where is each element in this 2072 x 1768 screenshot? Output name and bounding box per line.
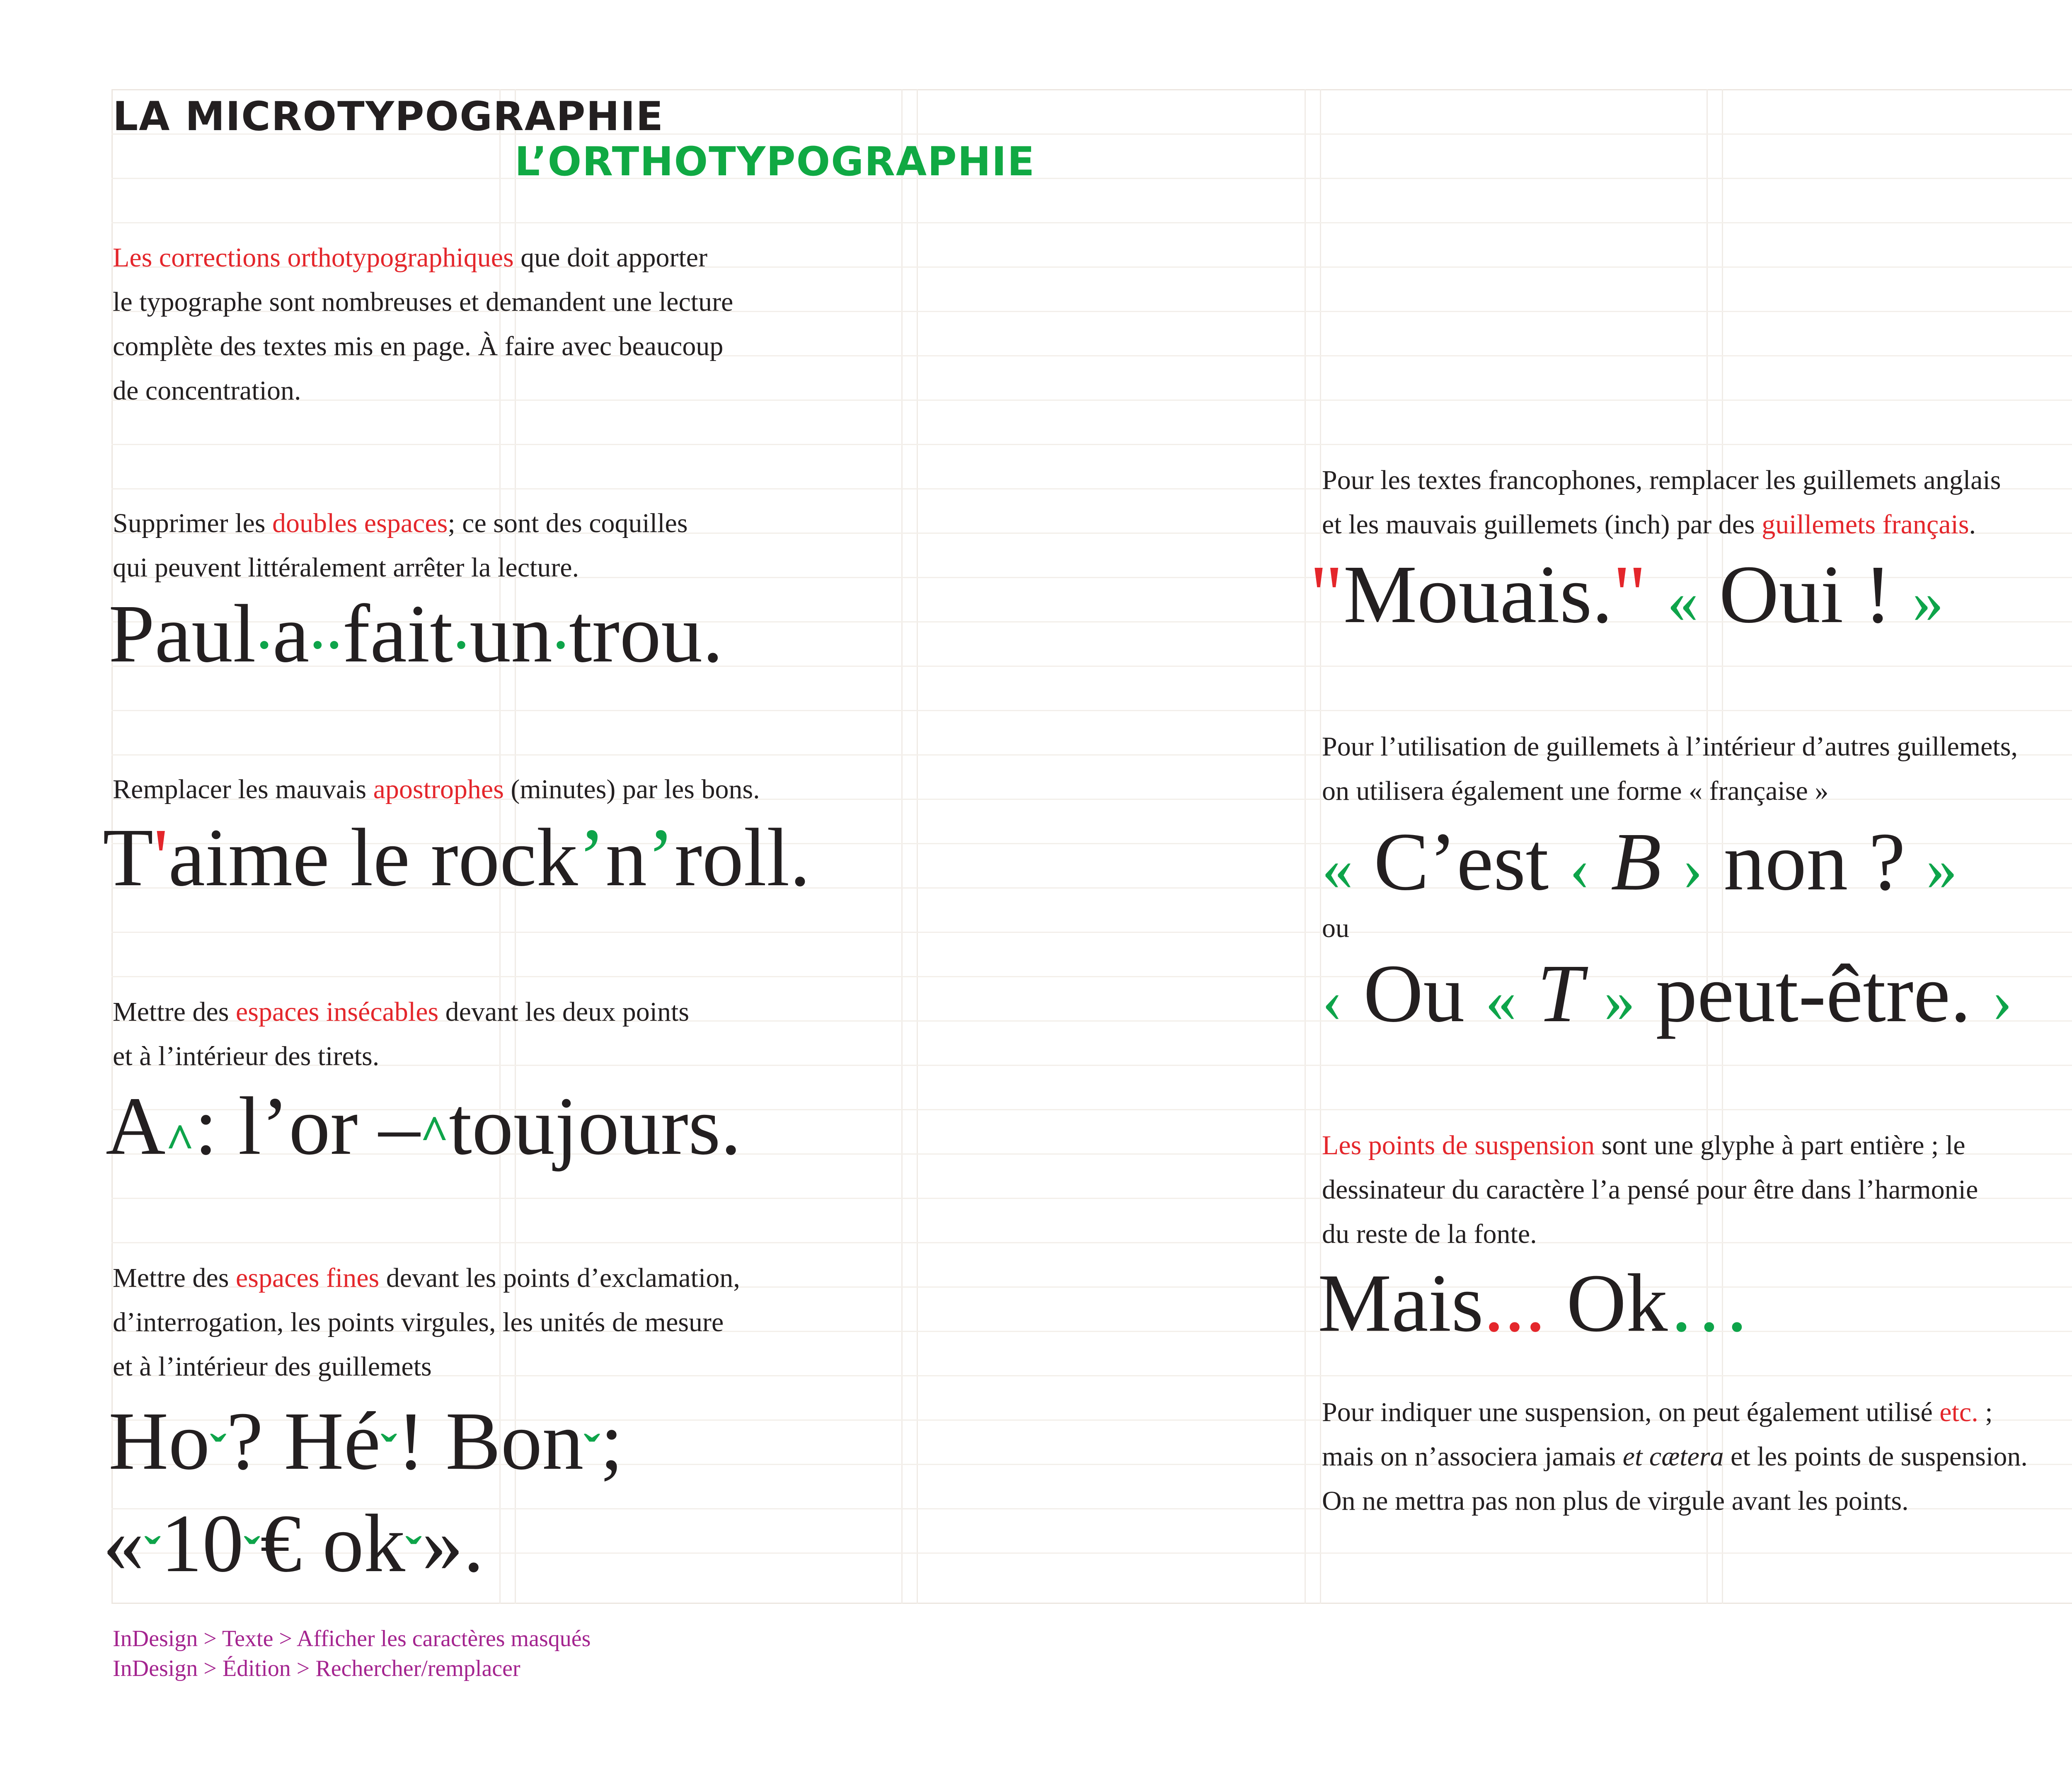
page-subtitle: L’ORTHOTYPOGRAPHIE — [515, 138, 1036, 185]
intro-highlight: Les corrections orthotypographiques — [113, 242, 514, 273]
non-breaking-spaces-example — [106, 1080, 741, 1172]
grid-row-line — [111, 932, 2072, 933]
space-dot-icon: · — [256, 617, 273, 672]
intro-paragraph — [113, 235, 733, 413]
apostrophes-example — [103, 812, 811, 903]
bad-apostrophe: ' — [153, 812, 169, 903]
footer-notes — [113, 1624, 591, 1683]
grid-column-line — [917, 89, 918, 1604]
non-breaking-space-icon: ^ — [420, 1105, 449, 1160]
french-quote-open: « — [1485, 966, 1517, 1035]
nested-quotes-paragraph — [1322, 724, 2018, 813]
ellipsis-example — [1318, 1257, 1751, 1349]
intro-line1: que doit apporter — [513, 242, 708, 273]
ellipsis-highlight: Les points de suspension — [1322, 1130, 1595, 1160]
quotes-highlight: guillemets français — [1762, 509, 1969, 540]
fines-line2: d’interrogation, les points virgules, les unités de mesure — [113, 1307, 724, 1337]
double-spaces-line2: qui peuvent littéralement arrêter la lecture. — [113, 552, 579, 583]
example-text: aime le rock — [168, 812, 578, 903]
example-text: ; — [600, 1395, 623, 1487]
thin-space-icon: ˇ — [380, 1424, 397, 1480]
etc-paragraph — [1322, 1390, 2028, 1523]
example-text: ». — [421, 1498, 484, 1589]
grid-row-line — [111, 444, 2072, 445]
ellipsis-line3: du reste de la fonte. — [1322, 1219, 1537, 1249]
example-text: Mouais. — [1343, 549, 1613, 640]
fines-line1: devant les points d’exclamation, — [379, 1263, 740, 1293]
bad-ellipsis: ... — [1484, 1257, 1546, 1349]
quotes-line2-end: . — [1969, 509, 1976, 540]
example-text: : l’or – — [194, 1080, 420, 1172]
etc-line2-rest: et les points de suspension. — [1723, 1441, 2028, 1472]
example-text: Ho — [109, 1395, 210, 1487]
etc-line1-end: ; — [1978, 1397, 1993, 1427]
thin-spaces-paragraph — [113, 1256, 740, 1389]
double-spaces-line1: ; ce sont des coquilles — [448, 508, 688, 538]
insecables-line2: et à l’intérieur des tirets. — [113, 1041, 380, 1071]
intro-line4: de concentration. — [113, 375, 301, 406]
etc-line2-prefix: mais on n’associera jamais — [1322, 1441, 1623, 1472]
quotes-line2-prefix: et les mauvais guillemets (inch) par des — [1322, 509, 1762, 540]
example-word: trou. — [569, 588, 724, 680]
example-text: n — [605, 812, 647, 903]
french-quote-open: « — [1322, 834, 1353, 903]
space-dot-icon: · — [326, 617, 343, 672]
intro-line3: complète des textes mis en page. À faire avec beaucoup — [113, 331, 724, 361]
apostrophes-prefix: Remplacer les mauvais — [113, 774, 373, 804]
example-text: ? Hé — [226, 1395, 381, 1487]
page-title: LA MICROTYPOGRAPHIE — [113, 93, 664, 140]
apostrophes-paragraph — [113, 767, 760, 811]
bad-quote-mark: " — [1310, 549, 1343, 640]
example-text: Mais — [1318, 1257, 1484, 1349]
good-apostrophe: ’ — [647, 812, 675, 903]
example-word: Paul — [109, 588, 256, 680]
example-word: fait — [342, 588, 453, 680]
insecables-highlight: espaces insécables — [235, 997, 439, 1027]
quotes-line1: Pour les textes francophones, remplacer les guillemets anglais — [1322, 465, 2001, 495]
example-word: un — [470, 588, 552, 680]
grid-row-line — [111, 222, 2072, 223]
etc-highlight: etc. — [1939, 1397, 1978, 1427]
etc-line1-prefix: Pour indiquer une suspension, on peut également utilisé — [1322, 1397, 1940, 1427]
example-text: Ou — [1342, 948, 1486, 1039]
nested-quotes-example-1 — [1322, 816, 1958, 908]
example-text: peut-être. — [1635, 948, 1992, 1039]
fines-highlight: espaces fines — [235, 1263, 380, 1293]
thin-spaces-example-line2 — [103, 1498, 484, 1589]
french-quote-open: « — [1667, 567, 1699, 636]
ellipsis-paragraph — [1322, 1123, 1978, 1256]
thin-space-icon: ˇ — [583, 1424, 600, 1480]
fines-line3: et à l’intérieur des guillemets — [113, 1351, 432, 1382]
ellipsis-line2: dessinateur du caractère l’a pensé pour être dans l’harmonie — [1322, 1175, 1978, 1205]
nested-line2: on utilisera également une forme « française » — [1322, 776, 1829, 806]
single-guillemet-open: ‹ — [1322, 966, 1343, 1035]
nested-quotes-example-2 — [1322, 948, 2013, 1039]
thin-space-icon: ˇ — [243, 1527, 260, 1582]
footer-line1: InDesign > Texte > Afficher les caractères masqués — [113, 1626, 591, 1652]
single-guillemet-close: › — [1682, 834, 1703, 903]
example-text: 10 — [160, 1498, 244, 1589]
example-text: toujours. — [449, 1080, 741, 1172]
example-text: ! Bon — [397, 1395, 584, 1487]
example-text: Oui ! — [1698, 549, 1912, 640]
double-space-dot-icon: · — [309, 617, 326, 672]
intro-line2: le typographe sont nombreuses et demandent une lecture — [113, 287, 733, 317]
single-guillemet-open: ‹ — [1569, 834, 1590, 903]
example-text: B — [1611, 816, 1662, 908]
grid-row-line — [111, 710, 2072, 711]
ellipsis-line1: sont une glyphe à part entière ; le — [1595, 1130, 1965, 1160]
example-text: A — [106, 1080, 166, 1172]
thin-space-icon: ˇ — [144, 1527, 161, 1582]
example-text: C’est — [1353, 816, 1570, 908]
bad-quote-mark: " — [1612, 549, 1647, 640]
example-text: Ok — [1546, 1257, 1668, 1349]
quotes-example — [1310, 549, 1944, 640]
single-guillemet-close: › — [1992, 966, 2013, 1035]
etc-line3: On ne mettra pas non plus de virgule avant les points. — [1322, 1486, 1909, 1516]
double-spaces-highlight: doubles espaces — [272, 508, 448, 538]
double-spaces-example — [109, 588, 724, 680]
nested-line1: Pour l’utilisation de guillemets à l’intérieur d’autres guillemets, — [1322, 731, 2018, 762]
grid-column-line — [1320, 89, 1321, 1604]
non-breaking-space-icon: ^ — [165, 1114, 195, 1169]
example-text: € ok — [260, 1498, 405, 1589]
grid-row-line — [111, 178, 2072, 179]
space-dot-icon: · — [552, 617, 569, 672]
thin-space-icon: ˇ — [210, 1424, 227, 1480]
grid-column-line — [901, 89, 903, 1604]
example-text: « — [103, 1498, 144, 1589]
example-word: a — [272, 588, 310, 680]
double-spaces-prefix: Supprimer les — [113, 508, 272, 538]
apostrophes-highlight: apostrophes — [373, 774, 504, 804]
fines-prefix: Mettre des — [113, 1263, 236, 1293]
french-quote-close: » — [1926, 834, 1958, 903]
insecables-line1: devant les deux points — [438, 997, 690, 1027]
apostrophes-rest: (minutes) par les bons. — [503, 774, 760, 804]
example-text: T — [1537, 948, 1583, 1039]
space-dot-icon: · — [453, 617, 470, 672]
non-breaking-spaces-paragraph — [113, 990, 689, 1078]
french-quote-close: » — [1912, 567, 1944, 636]
footer-line2: InDesign > Édition > Rechercher/remplacer — [113, 1656, 520, 1681]
example-text: T — [103, 812, 154, 903]
etc-italic: et cætera — [1622, 1441, 1724, 1472]
insecables-prefix: Mettre des — [113, 997, 236, 1027]
double-spaces-paragraph — [113, 501, 688, 590]
example-text: non ? — [1703, 816, 1927, 908]
thin-space-icon: ˇ — [405, 1527, 422, 1582]
grid-column-line — [1305, 89, 1306, 1604]
good-ellipsis: … — [1668, 1257, 1751, 1349]
french-quote-close: » — [1604, 966, 1635, 1035]
or-label: ou — [1322, 913, 1349, 943]
thin-spaces-example-line1 — [109, 1395, 623, 1487]
quotes-paragraph — [1322, 458, 2001, 547]
example-text: roll. — [674, 812, 811, 903]
good-apostrophe: ’ — [578, 812, 606, 903]
